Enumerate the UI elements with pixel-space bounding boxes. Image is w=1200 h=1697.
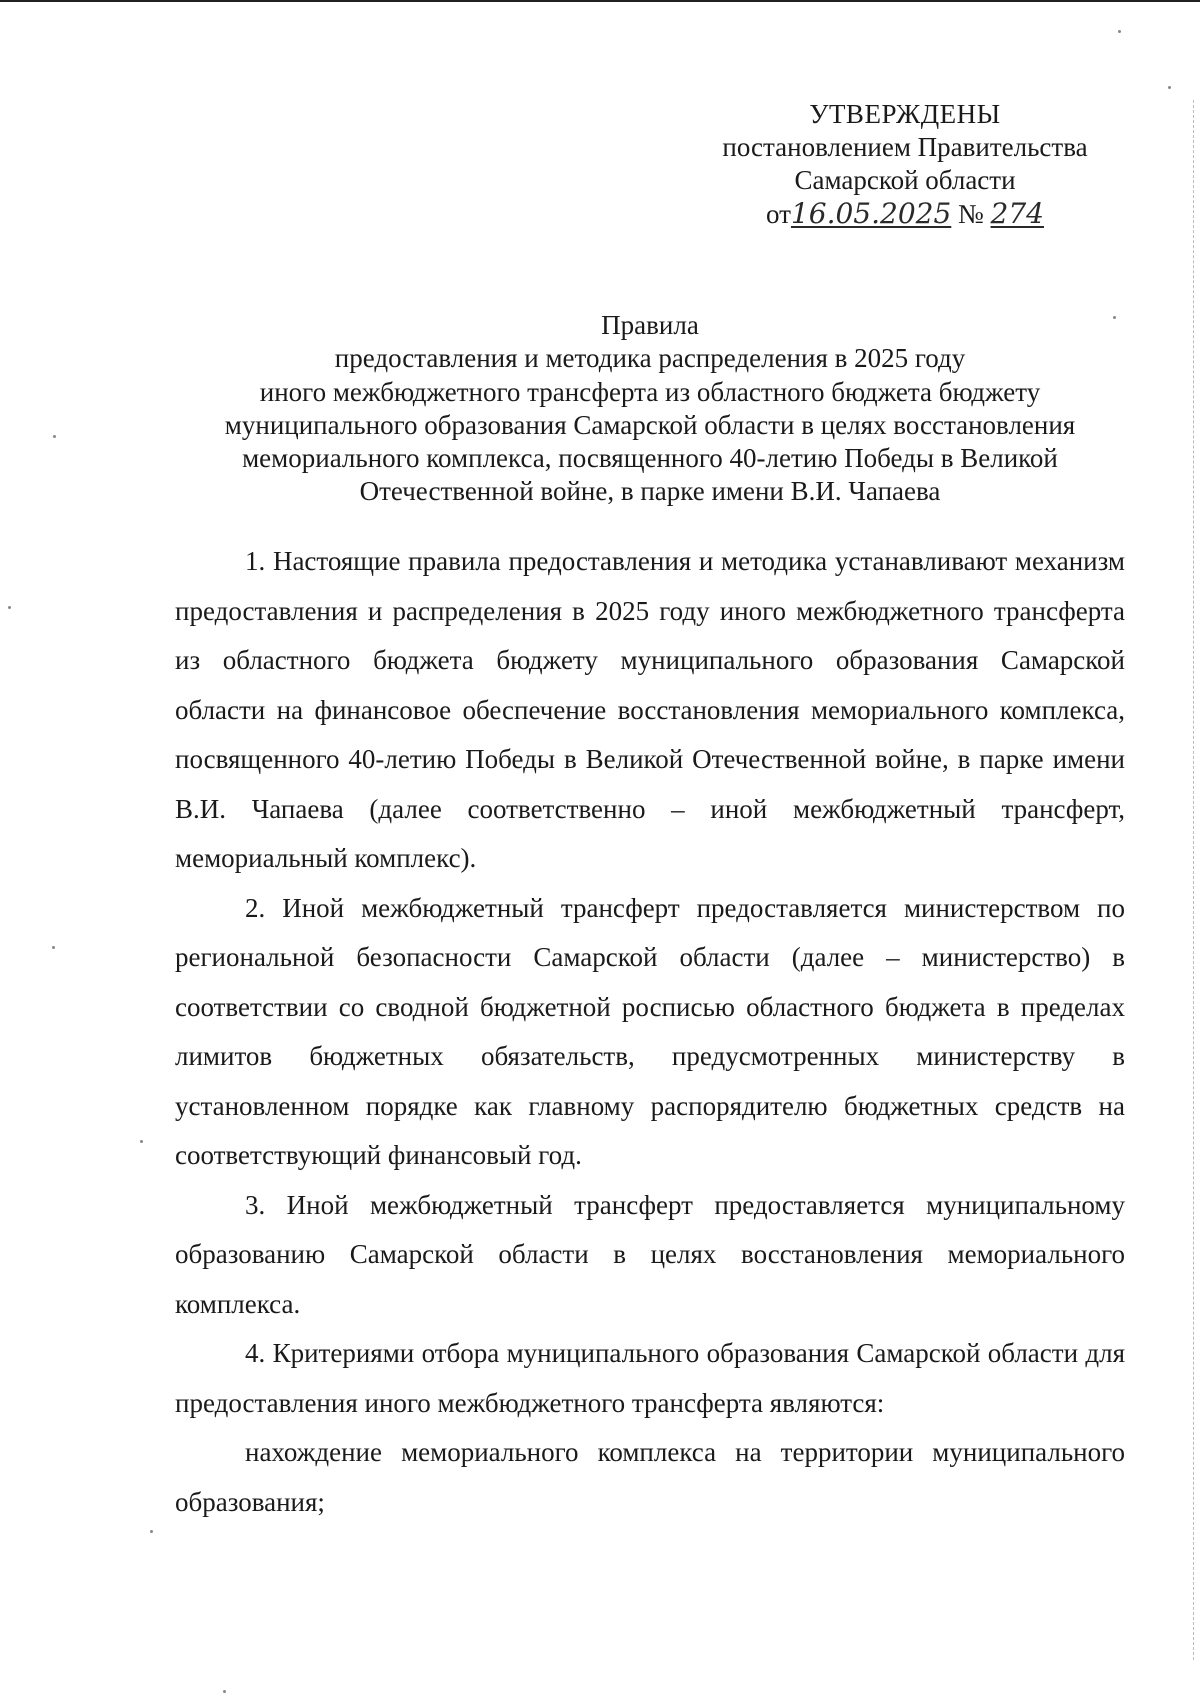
number-prefix: № xyxy=(958,199,984,229)
scan-speck xyxy=(1168,86,1171,89)
scan-speck xyxy=(140,1140,143,1143)
paragraph-3: 3. Иной межбюджетный трансферт предоставляется муниципальному образованию Самарской области в целях восстановления мемориального комплекса. xyxy=(175,1189,1125,1319)
paragraph-1: 1. Настоящие правила предоставления и методика устанавливают механизм предоставления и распределения в 2025 году иного межбюджетного трансферта из областного бюджета бюджету муниципального образования Самарской области на финансовое обеспечение восстановления мемориального комплекса, посвященного 40-летию Победы в Великой Отечественной войне, в парке имени В.И. Чапаева (далее соответственно – иной межбюджетный трансферт, мемориальный комплекс). xyxy=(175,546,1125,873)
title-line: иного межбюджетного трансферта из областного бюджета бюджету xyxy=(259,376,1041,407)
scan-speck xyxy=(53,435,56,438)
title-line: предоставления и методика распределения в 2025 году xyxy=(334,343,966,374)
handwritten-number: 274 xyxy=(990,197,1044,230)
scan-speck xyxy=(8,606,11,609)
handwritten-date: 16.05.2025 xyxy=(790,197,952,230)
paragraph-4-item: нахождение мемориального комплекса на территории муниципального образования; xyxy=(175,1437,1125,1517)
approval-heading: УТВЕРЖДЕНЫ xyxy=(809,99,1001,129)
document-body xyxy=(175,537,1125,1527)
paragraph-4: 4. Критериями отбора муниципального образования Самарской области для предоставления иного межбюджетного трансферта являются: xyxy=(175,1338,1125,1418)
title-line: Отечественной войне, в парке имени В.И. Чапаева xyxy=(359,476,941,507)
approval-authority: постановлением Правительства xyxy=(722,132,1088,162)
scan-speck xyxy=(150,1530,153,1533)
date-prefix: от xyxy=(766,199,791,229)
title-line: мемориального комплекса, посвященного 40-летию Победы в Великой xyxy=(242,443,1058,474)
scan-top-border xyxy=(0,0,1200,2)
scan-speck xyxy=(223,1690,226,1693)
approval-stamp xyxy=(700,98,1110,231)
scan-speck xyxy=(1113,316,1116,319)
scan-speck xyxy=(52,946,55,949)
document-title xyxy=(175,309,1125,509)
title-heading: Правила xyxy=(601,310,699,340)
title-line: муниципального образования Самарской области в целях восстановления xyxy=(224,409,1076,440)
scan-speck xyxy=(1118,30,1121,33)
scan-right-edge xyxy=(1192,100,1194,1660)
approval-region: Самарской области xyxy=(794,165,1016,195)
paragraph-2: 2. Иной межбюджетный трансферт предоставляется министерством по региональной безопасности Самарской области (далее – министерство) в соответствии со сводной бюджетной росписью областного бюджета в пределах лимитов бюджетных обязательств, предусмотренных министерству в установленном порядке как главному распорядителю бюджетных средств на соответствующий финансовый год. xyxy=(175,892,1125,1170)
approval-date-line xyxy=(700,197,1110,231)
